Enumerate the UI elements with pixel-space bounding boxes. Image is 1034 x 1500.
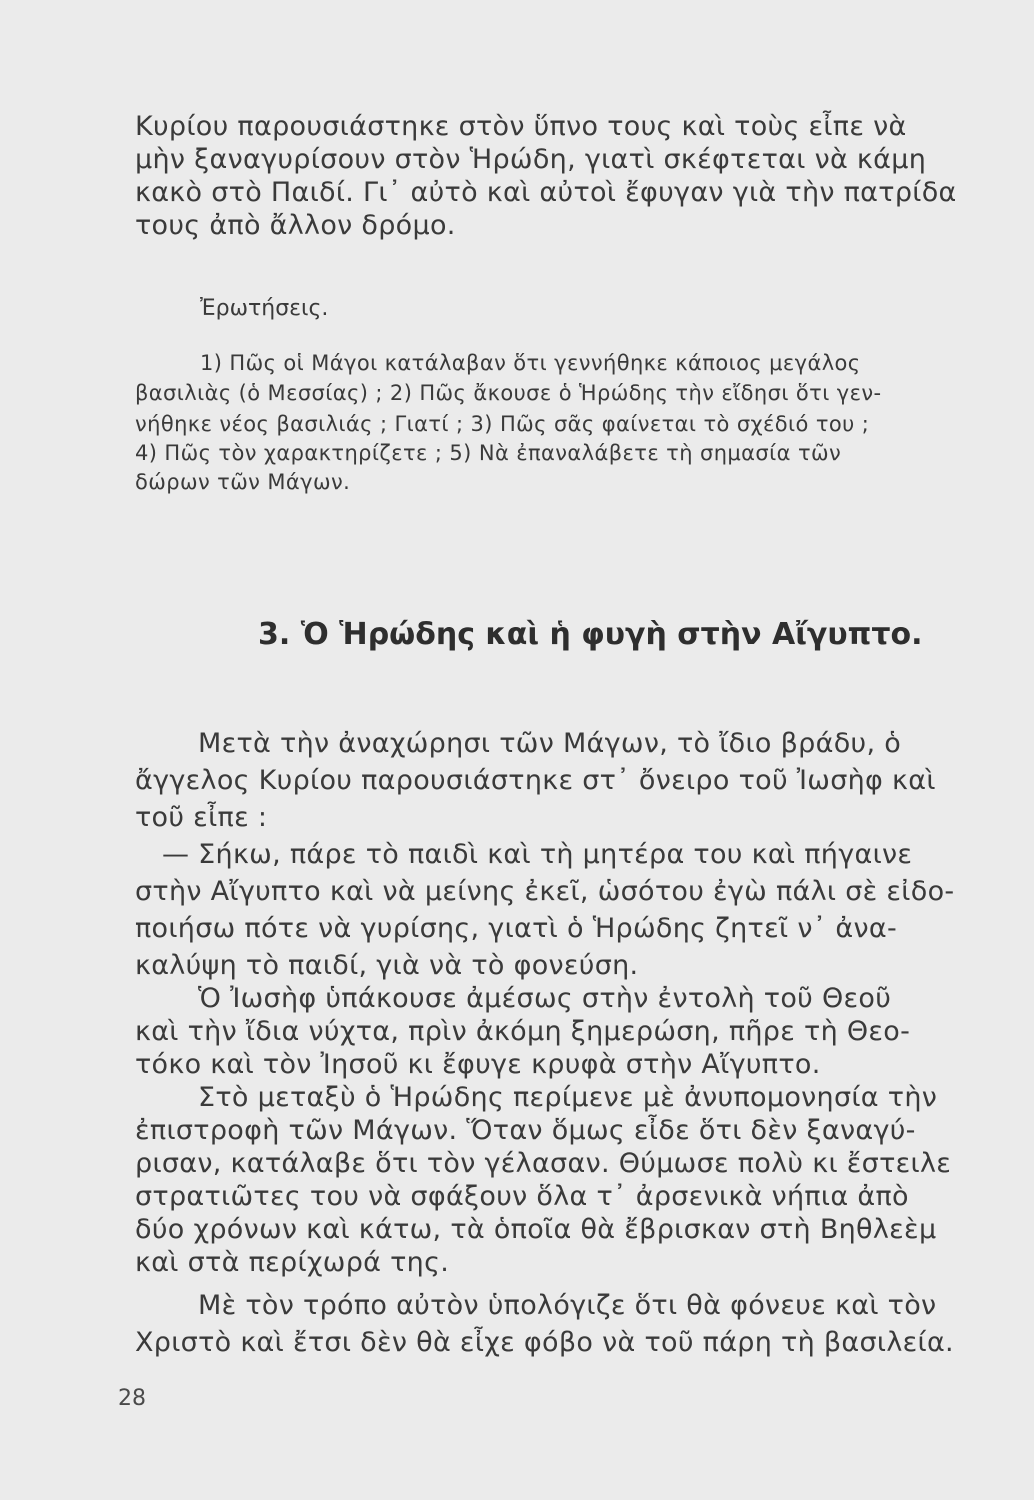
body-line: ρισαν, κατάλαβε ὅτι τὸν γέλασαν. Θύμωσε πολὺ κι ἔστειλε bbox=[135, 1148, 952, 1179]
body-line: ἄγγελος Κυρίου παρουσιάστηκε στ᾽ ὄνειρο τοῦ Ἰωσὴφ καὶ bbox=[135, 765, 936, 796]
body-line: τοῦ εἶπε : bbox=[135, 802, 268, 833]
paragraph-line: Κυρίου παρουσιάστηκε στὸν ὕπνο τους καὶ τοὺς εἶπε νὰ bbox=[135, 111, 907, 142]
paragraph-line: κακὸ στὸ Παιδί. Γι᾽ αὐτὸ καὶ αὐτοὶ ἔφυγαν γιὰ τὴν πατρίδα bbox=[135, 177, 957, 208]
body-line: Μὲ τὸν τρόπο αὐτὸν ὑπολόγιζε ὅτι θὰ φόνευε καὶ τὸν bbox=[198, 1290, 937, 1321]
paragraph-line: τους ἀπὸ ἄλλον δρόμο. bbox=[135, 210, 456, 241]
question-line: βασιλιὰς (ὁ Μεσσίας) ; 2) Πῶς ἄκουσε ὁ Ἡρώδης τὴν εἴδησι ὅτι γεν- bbox=[135, 381, 882, 405]
paragraph-line: μὴν ξαναγυρίσουν στὸν Ἡρώδη, γιατὶ σκέφτεται νὰ κάμη bbox=[135, 144, 927, 175]
section-title: 3. Ὁ Ἡρώδης καὶ ἡ φυγὴ στὴν Αἴγυπτο. bbox=[258, 617, 923, 652]
body-line: Χριστὸ καὶ ἔτσι δὲν θὰ εἶχε φόβο νὰ τοῦ πάρη τὴ βασιλεία. bbox=[135, 1327, 954, 1358]
question-line: 1) Πῶς οἱ Μάγοι κατάλαβαν ὅτι γεννήθηκε κάποιος μεγάλος bbox=[200, 351, 861, 375]
body-line: Ὁ Ἰωσὴφ ὑπάκουσε ἀμέσως στὴν ἐντολὴ τοῦ Θεοῦ bbox=[198, 983, 892, 1014]
body-line: καὶ στὰ περίχωρά της. bbox=[135, 1247, 450, 1278]
body-line: τόκο καὶ τὸν Ἰησοῦ κι ἔφυγε κρυφὰ στὴν Αἴγυπτο. bbox=[135, 1049, 821, 1080]
body-line: καὶ τὴν ἴδια νύχτα, πρὶν ἀκόμη ξημερώση, πῆρε τὴ Θεο- bbox=[135, 1016, 911, 1047]
body-line: ἐπιστροφὴ τῶν Μάγων. Ὅταν ὅμως εἶδε ὅτι δὲν ξαναγύ- bbox=[135, 1115, 916, 1146]
body-line: Στὸ μεταξὺ ὁ Ἡρώδης περίμενε μὲ ἀνυπομονησία τὴν bbox=[198, 1082, 938, 1113]
body-line: στρατιῶτες του νὰ σφάξουν ὅλα τ᾽ ἀρσενικὰ νήπια ἀπὸ bbox=[135, 1181, 909, 1212]
body-line: στὴν Αἴγυπτο καὶ νὰ μείνης ἐκεῖ, ὡσότου ἐγὼ πάλι σὲ εἰδο- bbox=[135, 876, 955, 907]
question-line: δώρων τῶν Μάγων. bbox=[135, 470, 351, 494]
body-line: ποιήσω πότε νὰ γυρίσης, γιατὶ ὁ Ἡρώδης ζητεῖ ν᾽ ἀνα- bbox=[135, 913, 898, 944]
page-number: 28 bbox=[118, 1386, 146, 1411]
questions-heading: Ἐρωτήσεις. bbox=[200, 296, 329, 321]
body-line: — Σήκω, πάρε τὸ παιδὶ καὶ τὴ μητέρα του καὶ πήγαινε bbox=[162, 839, 913, 870]
body-line: Μετὰ τὴν ἀναχώρησι τῶν Μάγων, τὸ ἴδιο βράδυ, ὁ bbox=[198, 728, 902, 759]
question-line: 4) Πῶς τὸν χαρακτηρίζετε ; 5) Νὰ ἐπαναλάβετε τὴ σημασία τῶν bbox=[135, 441, 842, 465]
body-line: καλύψη τὸ παιδί, γιὰ νὰ τὸ φονεύση. bbox=[135, 950, 639, 981]
question-line: νήθηκε νέος βασιλιάς ; Γιατί ; 3) Πῶς σᾶς φαίνεται τὸ σχέδιό του ; bbox=[135, 412, 870, 436]
body-line: δύο χρόνων καὶ κάτω, τὰ ὁποῖα θὰ ἔβρισκαν στὴ Βηθλεὲμ bbox=[135, 1214, 937, 1245]
